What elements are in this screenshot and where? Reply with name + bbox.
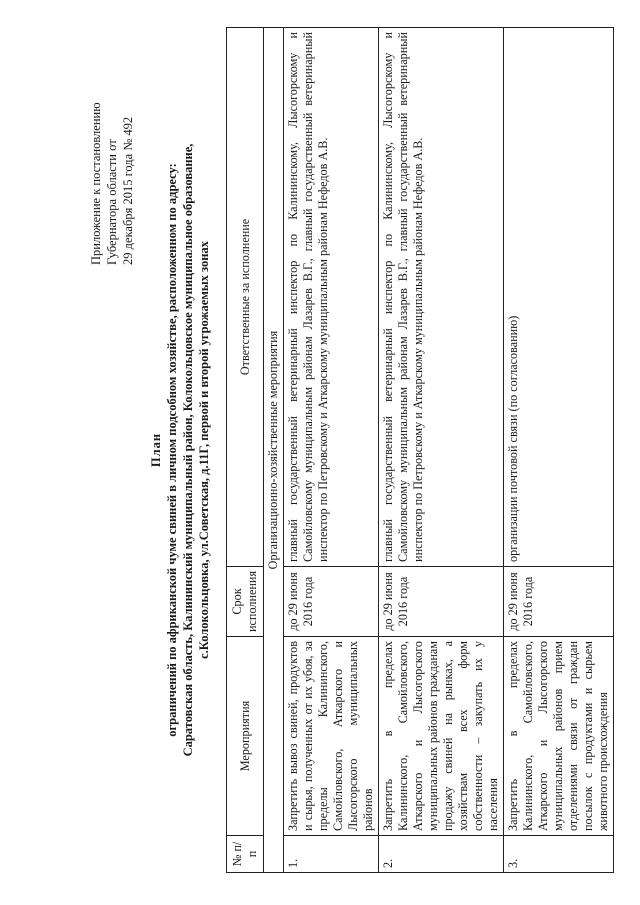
header-term: Срок исполнения — [227, 566, 264, 636]
table-row — [504, 28, 614, 873]
row-term: до 29 июня 2016 года — [379, 566, 504, 636]
row-term: до 29 июня 2016 года — [284, 566, 379, 636]
row-measure: Запретить в пределах Калининского, Самойловского, Аткарского и Лысогорского муниципальных районов прием отделениями связи от граждан посылок с продуктами и сырьем животного происхождения — [504, 637, 614, 836]
table-row — [284, 28, 379, 873]
title-line-2: Саратовская область, Калининский муниципальный район, Колокольцовское муниципальное образование, — [181, 143, 195, 757]
table-header-row — [227, 28, 264, 873]
section-title: Организационно-хозяйственные мероприятия — [264, 28, 284, 873]
document-title — [148, 35, 212, 865]
header-num: № п/п — [227, 836, 264, 873]
appendix-line-1: Приложение к постановлению — [89, 102, 103, 265]
header-measure: Мероприятия — [227, 637, 264, 836]
row-num: 2. — [379, 836, 504, 873]
row-num: 1. — [284, 836, 379, 873]
row-responsible: организации почтовой связи (по согласованию) — [504, 28, 614, 567]
title-main: План — [149, 432, 163, 468]
section-row — [264, 28, 284, 873]
table-row — [379, 28, 504, 873]
title-line-3: с.Колокольцовка, ул.Советская, д.11Г, первой и второй угрожаемых зонах — [197, 241, 211, 659]
appendix-note — [88, 25, 136, 265]
row-term: до 29 июня 2016 года — [504, 566, 614, 636]
header-responsible: Ответственные за исполнение — [227, 28, 264, 567]
row-measure: Запретить в пределах Калининского, Самойловского, Аткарского и Лысогорского муниципальных районов гражданам продажу свиней на рынках, а хозяйствам всех форм собственности – закупать их у населения — [379, 637, 504, 836]
appendix-line-3: 29 декабря 2015 года № 492 — [121, 116, 135, 265]
row-responsible: главный государственный ветеринарный инспектор по Калининскому, Лысогорскому и Самойловскому муниципальным районам Лазарев В.Г., главный государственный ветеринарный инспектор по Петровскому и Аткарскому муниципальным районам Нефедов А.В. — [284, 28, 379, 567]
row-num: 3. — [504, 836, 614, 873]
plan-table — [226, 27, 614, 873]
row-responsible: главный государственный ветеринарный инспектор по Калининскому, Лысогорскому и Самойловскому муниципальным районам Лазарев В.Г., главный государственный ветеринарный инспектор по Петровскому и Аткарскому муниципальным районам Нефедов А.В. — [379, 28, 504, 567]
appendix-line-2: Губернатора области от — [105, 139, 119, 265]
title-line-1: ограничений по африканской чуме свиней в личном подсобном хозяйстве, расположенном по адресу: — [165, 163, 179, 737]
row-measure: Запретить вывоз свиней, продуктов и сырья, полученных от их убоя, за пределы Калининского, Самойловского, Аткарского и Лысогорского муниципальных районов — [284, 637, 379, 836]
